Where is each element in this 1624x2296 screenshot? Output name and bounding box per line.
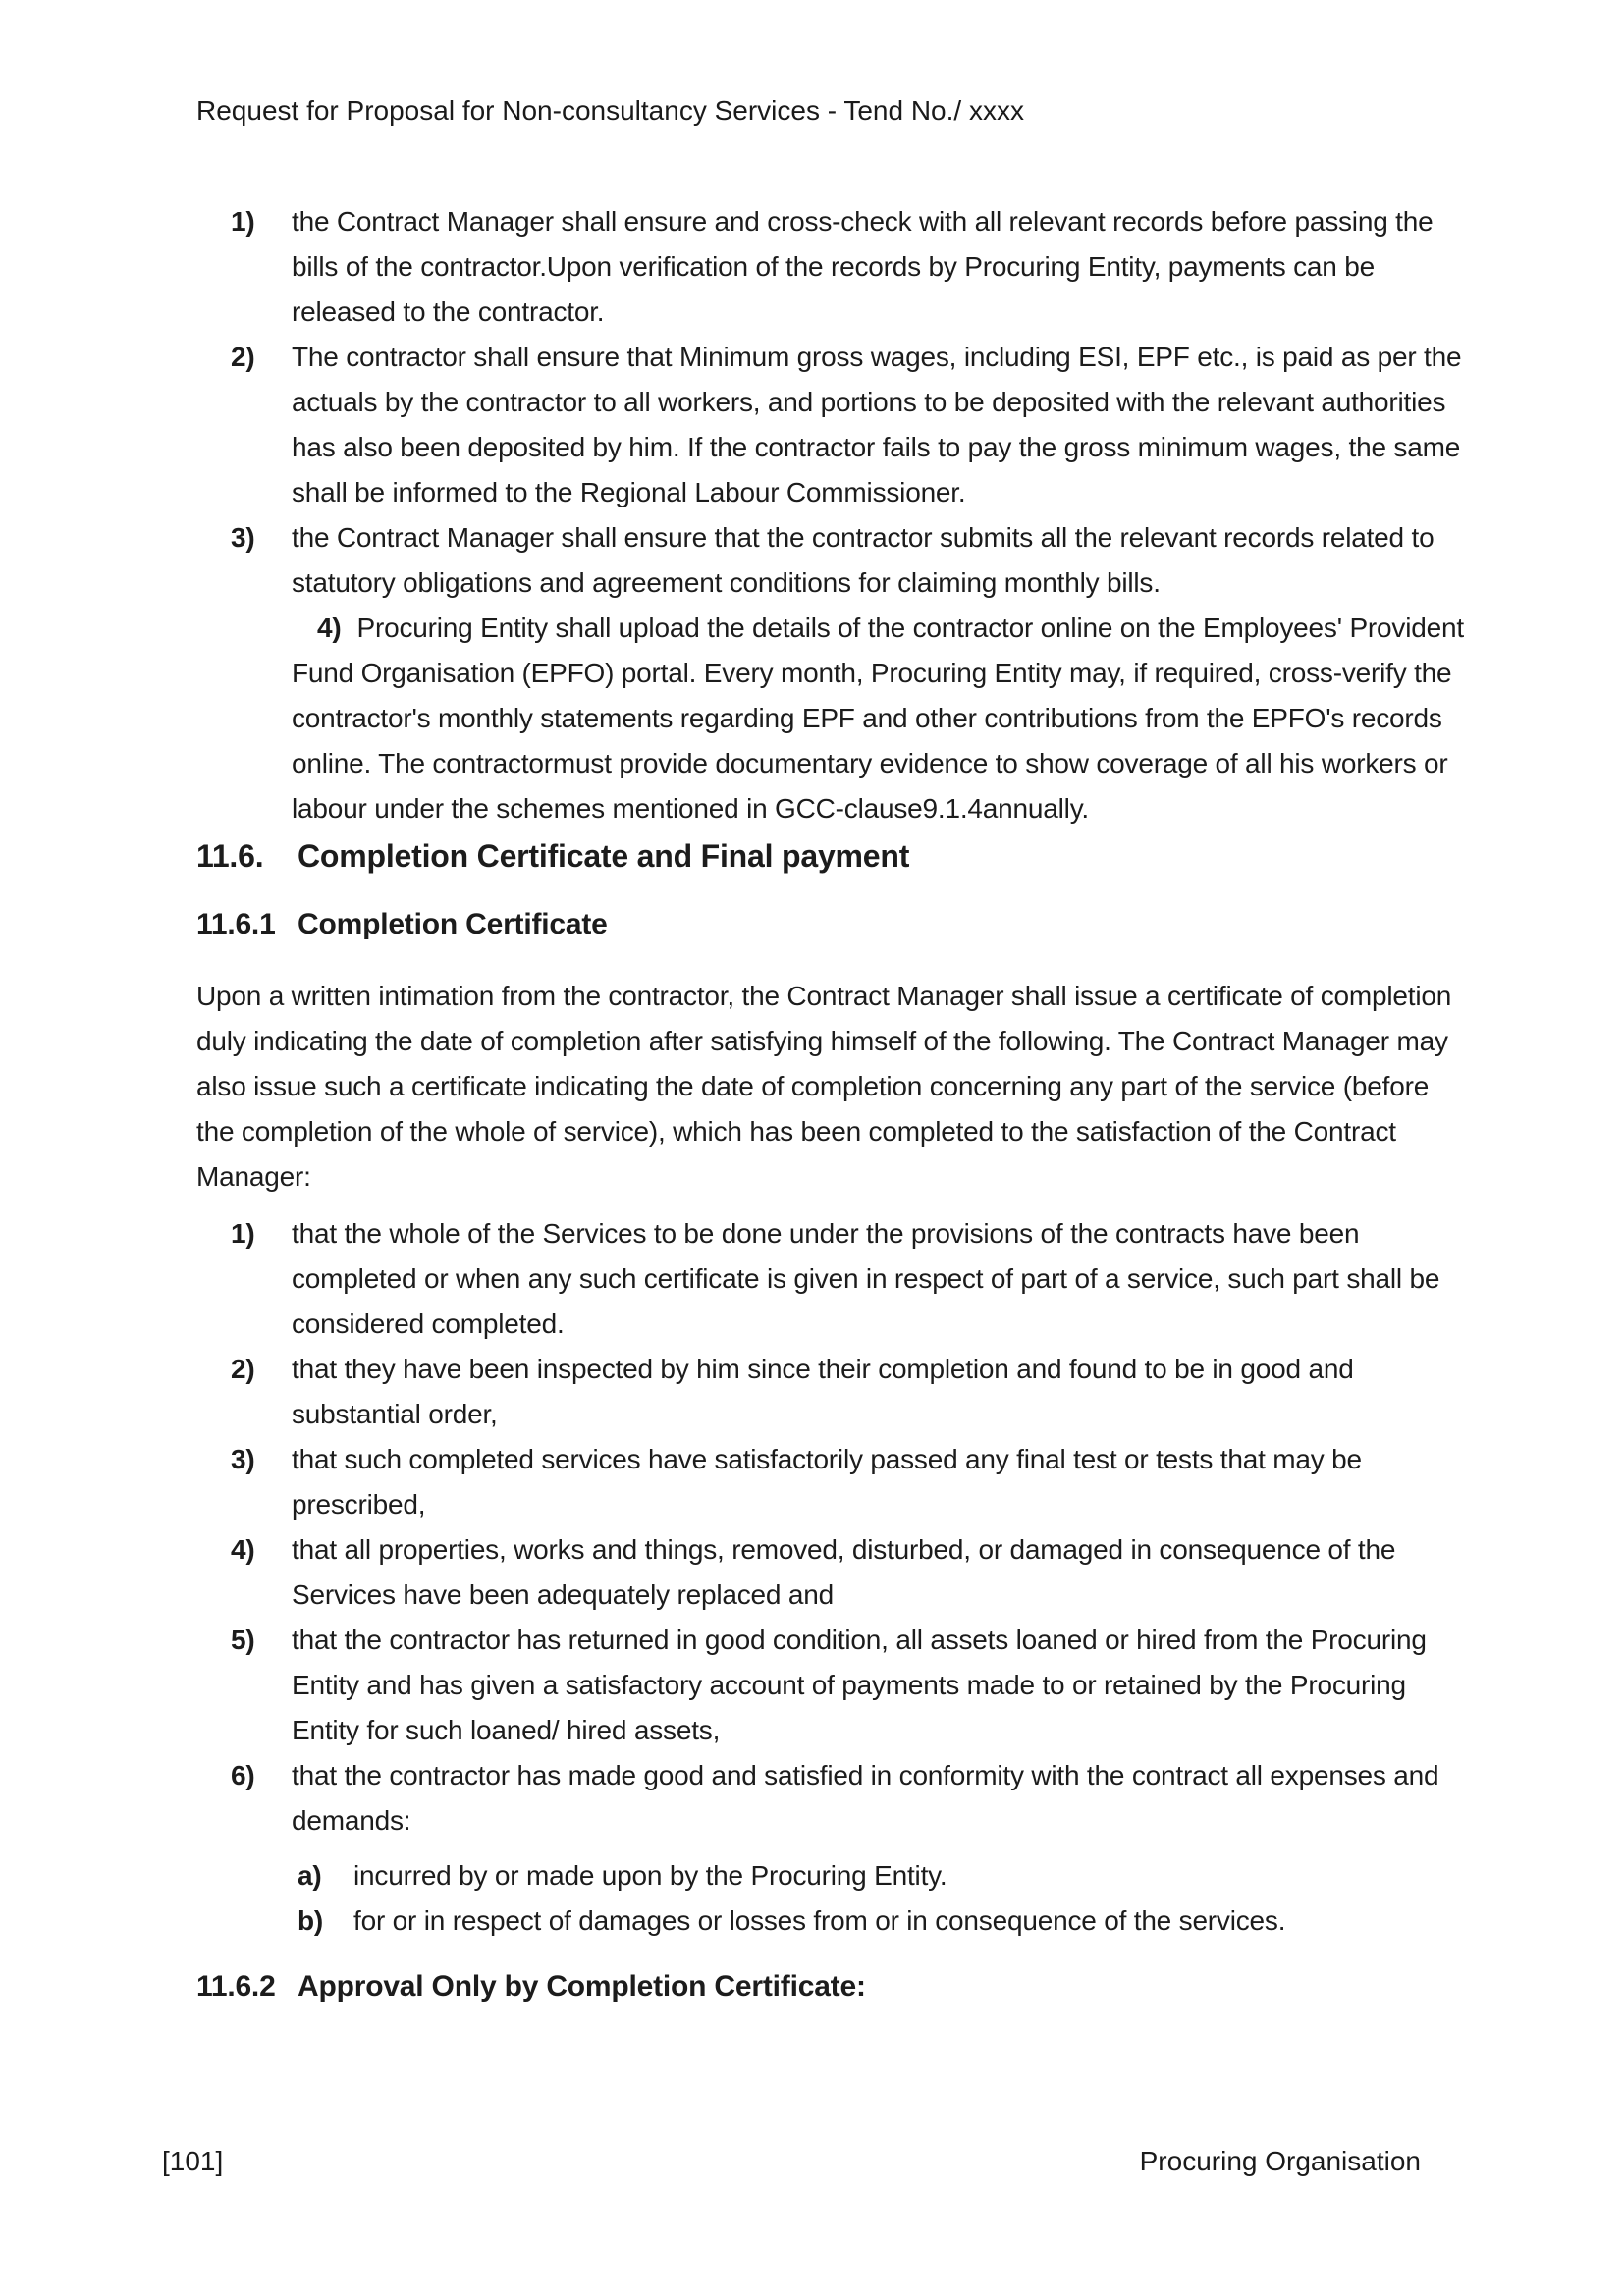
numbered-list-item-6 — [196, 1753, 1465, 1843]
list-item-number: 1) — [231, 1218, 255, 1249]
section-heading-11-6-2 — [196, 1964, 1465, 2009]
page-header-text: Request for Proposal for Non-consultancy Services - Tend No./ xxxx — [196, 95, 1024, 126]
footer-page-number: [101] — [162, 2146, 224, 2176]
list-item-text: for or in respect of damages or losses from or in consequence of the services. — [353, 1905, 1286, 1936]
list-item-number: b) — [298, 1905, 324, 1936]
list-item-number: 3) — [231, 522, 255, 553]
list-item-text: incurred by or made upon by the Procuring Entity. — [353, 1860, 947, 1891]
list-item-text: that all properties, works and things, removed, disturbed, or damaged in consequence of the Services have been adequately replaced and — [292, 1534, 1396, 1610]
numbered-list-item-2 — [196, 335, 1465, 515]
list-item-number: 4) — [317, 613, 342, 643]
numbered-list-item-3 — [196, 515, 1465, 606]
list-item-number: 2) — [231, 1354, 255, 1384]
numbered-list-item-2 — [196, 1347, 1465, 1437]
body-paragraph: Upon a written intimation from the contractor, the Contract Manager shall issue a certificate of completion duly indicating the date of completion after satisfying himself of the following. The Contract Manager may also issue such a certificate indicating the date of completion concerning any part of the service (before the completion of the whole of service), which has been completed to the satisfaction of the Contract Manager: — [196, 981, 1452, 1192]
list-item-text: that the contractor has returned in good condition, all assets loaned or hired from the Procuring Entity and has given a satisfactory account of payments made to or retained by the Procuring Entity for such loaned/ hired assets, — [292, 1625, 1427, 1745]
list-item-number: 4) — [231, 1534, 255, 1565]
heading-number: 11.6.1 — [196, 908, 276, 940]
list-item-number: a) — [298, 1860, 322, 1891]
list-item-text: the Contract Manager shall ensure and cross-check with all relevant records before passing the bills of the contractor.Upon verification of the records by Procuring Entity, payments can be released to the contractor. — [292, 206, 1434, 327]
list-item-text: The contractor shall ensure that Minimum gross wages, including ESI, EPF etc., is paid as per the actuals by the contractor to all workers, and portions to be deposited with the relevant authorities has also been deposited by him. If the contractor fails to pay the gross minimum wages, the same shall be informed to the Regional Labour Commissioner. — [292, 342, 1462, 507]
numbered-list-item-1 — [196, 1211, 1465, 1347]
list-item-number: 2) — [231, 342, 255, 372]
heading-label: Approval Only by Completion Certificate: — [298, 1970, 866, 2002]
heading-label: Completion Certificate and Final payment — [298, 838, 910, 874]
list-item-number: 1) — [231, 206, 255, 237]
section-heading-11-6-1 — [196, 902, 1465, 947]
list-item-number: 6) — [231, 1760, 255, 1790]
numbered-list-item-1 — [196, 199, 1465, 335]
list-item-text: Procuring Entity shall upload the details of the contractor online on the Employees' Provident Fund Organisation (EPFO) portal. Every month, Procuring Entity may, if required, cross-verify the contractor's monthly statements regarding EPF and other contributions from the EPFO's records online. The contractormust provide documentary evidence to show coverage of all his workers or labour under the schemes mentioned in GCC-clause9.1.4annually. — [292, 613, 1464, 824]
list-item-text: that they have been inspected by him since their completion and found to be in good and substantial order, — [292, 1354, 1354, 1429]
numbered-list-item-3 — [196, 1437, 1465, 1527]
list-item-number: 3) — [231, 1444, 255, 1474]
list-item-text: that such completed services have satisfactorily passed any final test or tests that may be prescribed, — [292, 1444, 1362, 1520]
numbered-list-item-5 — [196, 1618, 1465, 1753]
footer-organisation: Procuring Organisation — [1139, 2146, 1421, 2176]
document-body — [196, 199, 1465, 2009]
sub-list-item-b — [196, 1898, 1465, 1944]
numbered-list-item-4 — [196, 606, 1465, 831]
list-item-text: that the whole of the Services to be done under the provisions of the contracts have been completed or when any such certificate is given in respect of part of a service, such part shall be considered completed. — [292, 1218, 1440, 1339]
heading-label: Completion Certificate — [298, 908, 608, 940]
list-item-number: 5) — [231, 1625, 255, 1655]
heading-number: 11.6. — [196, 838, 264, 874]
numbered-list-item-4 — [196, 1527, 1465, 1618]
list-item-text: the Contract Manager shall ensure that the contractor submits all the relevant records related to statutory obligations and agreement conditions for claiming monthly bills. — [292, 522, 1435, 598]
section-heading-11-6 — [196, 833, 1465, 879]
sub-list-item-a — [196, 1853, 1465, 1898]
list-item-text: that the contractor has made good and satisfied in conformity with the contract all expenses and demands: — [292, 1760, 1439, 1836]
heading-number: 11.6.2 — [196, 1970, 276, 2002]
